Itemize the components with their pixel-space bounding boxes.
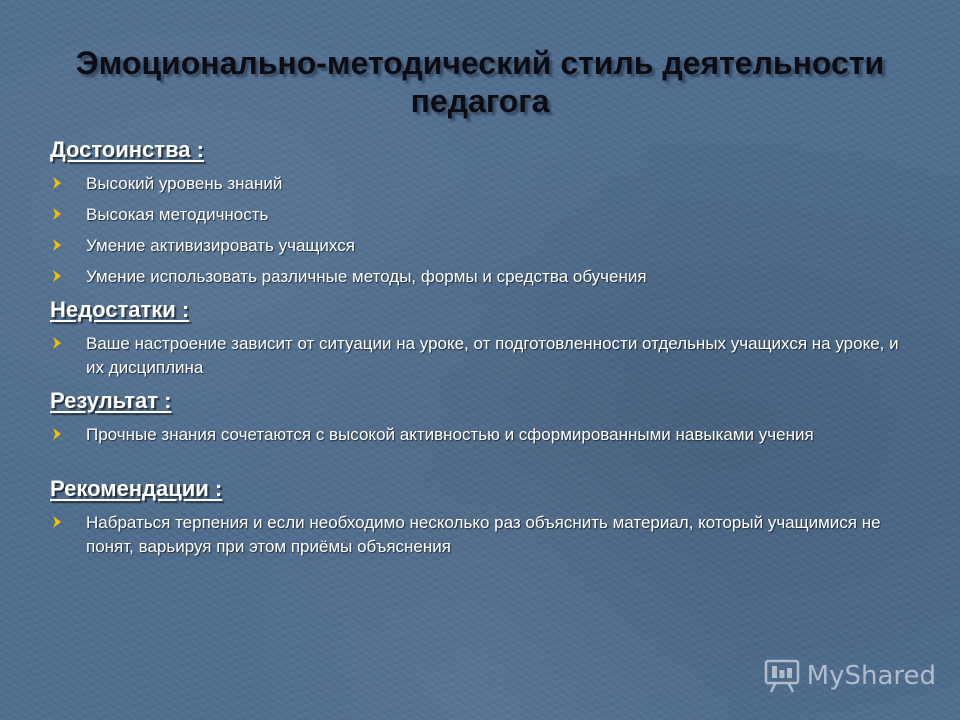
list-item: [50, 423, 910, 447]
list-item-text: Набраться терпения и если необходимо несколько раз объяснить материал, который учащимися не понят, варьируя при этом приёмы объяснения: [86, 513, 881, 556]
list-item-text: Ваше настроение зависит от ситуации на уроке, от подготовленности отдельных учащихся на уроке, и их дисциплина: [86, 334, 899, 377]
arrow-bullet-icon: [52, 207, 62, 221]
watermark: [763, 658, 936, 694]
section-recommendations: [50, 475, 910, 559]
list-item: [50, 234, 910, 258]
bullet-list: [50, 423, 910, 447]
section-advantages: [50, 136, 910, 289]
bullet-list: [50, 172, 910, 289]
list-item: [50, 265, 910, 289]
list-item: [50, 172, 910, 196]
list-item-text: Высокий уровень знаний: [86, 174, 283, 193]
section-heading: Рекомендации :: [50, 476, 223, 501]
list-item-text: Умение активизировать учащихся: [86, 236, 355, 255]
list-item-text: Высокая методичность: [86, 205, 269, 224]
section-heading: Недостатки :: [50, 297, 190, 322]
arrow-bullet-icon: [52, 238, 62, 252]
list-item: [50, 511, 910, 559]
section-result: [50, 387, 910, 447]
bullet-list: [50, 511, 910, 559]
list-item: [50, 332, 910, 380]
arrow-bullet-icon: [52, 427, 62, 441]
bullet-list: [50, 332, 910, 380]
presentation-board-icon: [763, 658, 801, 694]
list-item: [50, 203, 910, 227]
section-heading: Результат :: [50, 388, 172, 413]
watermark-text: MyShared: [806, 661, 936, 691]
arrow-bullet-icon: [52, 176, 62, 190]
list-item-text: Прочные знания сочетаются с высокой активностью и сформированными навыками учения: [86, 425, 814, 444]
arrow-bullet-icon: [52, 336, 62, 350]
arrow-bullet-icon: [52, 515, 62, 529]
section-disadvantages: [50, 296, 910, 380]
slide-content: [50, 136, 910, 566]
list-item-text: Умение использовать различные методы, формы и средства обучения: [86, 267, 647, 286]
arrow-bullet-icon: [52, 269, 62, 283]
section-heading: Достоинства :: [50, 137, 204, 162]
slide-title: Эмоционально-методический стиль деятельности педагога: [75, 45, 885, 119]
